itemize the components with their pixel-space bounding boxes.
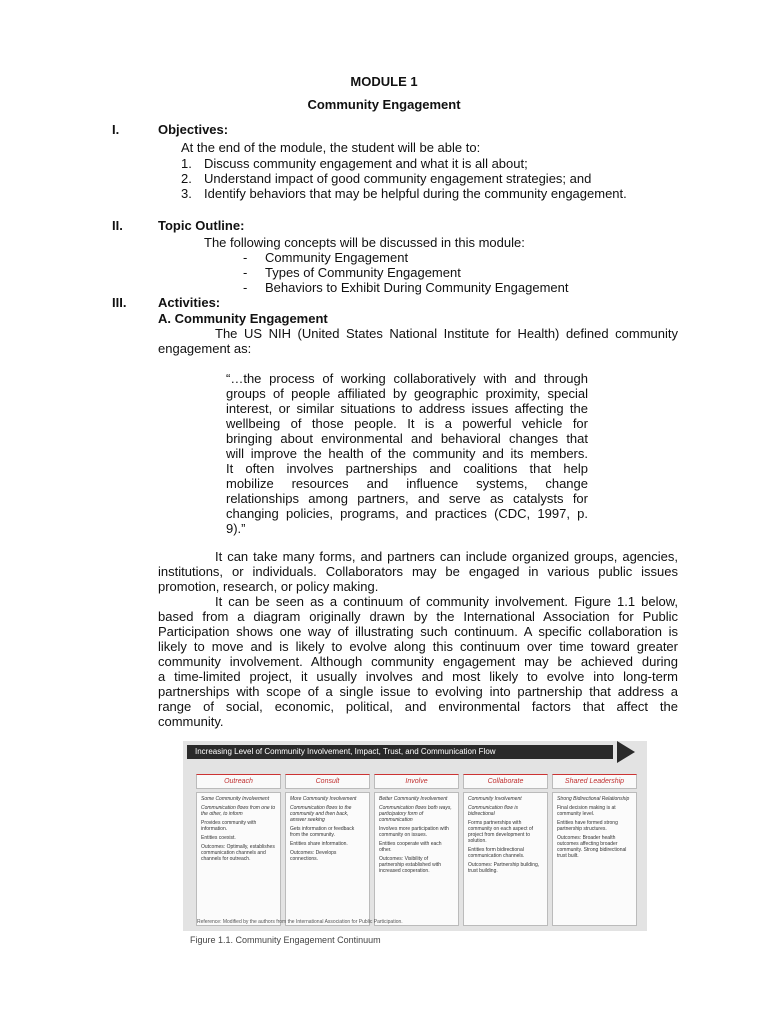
topic-intro: The following concepts will be discussed in this module:	[204, 235, 525, 250]
column-item: Entities have formed strong partnership structures.	[557, 820, 618, 832]
column-heading: Collaborate	[463, 774, 548, 789]
objective-num: 2.	[181, 171, 192, 186]
paragraph-line: Participation shows one way of illustrating such continuum. A specific collaboration is	[158, 624, 678, 639]
intro-paragraph	[158, 326, 678, 356]
paragraph-line: promotion, research, or policy making.	[158, 579, 379, 594]
section-2-title: Topic Outline:	[158, 218, 245, 233]
column-heading: Involve	[374, 774, 459, 789]
column-item: Involves more participation with community on issues.	[379, 826, 449, 838]
paragraph-continuum	[158, 594, 678, 729]
column-flow: Communication flows both ways, participatory form of communication	[379, 805, 452, 823]
quote-line: will improve the health of the community and its members.	[226, 446, 588, 461]
objective-item: Identify behaviors that may be helpful during the community engagement.	[204, 186, 627, 201]
column-item: Outcomes: Partnership building, trust building.	[468, 862, 540, 874]
paragraph-line: partnerships with scope of a single issue to evolving into partnership that address a	[158, 684, 678, 699]
column-relationship: More Community Involvement	[290, 796, 357, 802]
continuum-column-shared-leadership	[552, 774, 637, 926]
figure-reference: Reference: Modified by the authors from the International Association for Public Participation.	[197, 919, 403, 925]
paragraph-line: institutions, or individuals. Collaborators may be engaged in various public issues	[158, 564, 678, 579]
engagement-continuum-figure	[183, 741, 647, 931]
column-body	[374, 792, 459, 926]
column-item: Gets information or feedback from the community.	[290, 826, 355, 838]
objective-num: 3.	[181, 186, 192, 201]
subsection-a-title: A. Community Engagement	[158, 311, 328, 326]
column-item: Entities cooperate with each other.	[379, 841, 442, 853]
paragraph-line: community involvement. Although community engagement may be achieved during	[158, 654, 678, 669]
quote-line: relationships among partners, and serve as catalysts for	[226, 491, 588, 506]
topic-dash: -	[243, 280, 248, 295]
paragraph-line: It can take many forms, and partners can include organized groups, agencies,	[215, 549, 678, 564]
column-item: Forms partnerships with community on each aspect of project from development to solution.	[468, 820, 534, 844]
quote-line: interest, or similar situations to address issues affecting the	[226, 401, 588, 416]
column-item: Outcomes: Optimally, establishes communication channels and channels for outreach.	[201, 844, 275, 862]
topic-dash: -	[243, 265, 248, 280]
continuum-column-outreach	[196, 774, 281, 926]
paragraph-line: community.	[158, 714, 224, 729]
quote-line: mobilize resources and influence systems, change	[226, 476, 588, 491]
quote-line: 9).”	[226, 521, 246, 536]
column-relationship: Community Involvement	[468, 796, 522, 802]
column-heading: Outreach	[196, 774, 281, 789]
continuum-column-consult	[285, 774, 370, 926]
paragraph-line: based from a diagram originally drawn by the International Association for Public	[158, 609, 678, 624]
column-item: Entities form bidirectional communication channels.	[468, 847, 525, 859]
figure-caption: Figure 1.1. Community Engagement Continuum	[190, 935, 381, 945]
column-flow: Communication flows from one to the other, to inform	[201, 805, 276, 817]
column-item: Entities share information.	[290, 841, 348, 847]
section-2-number: II.	[112, 218, 123, 233]
column-body	[552, 792, 637, 926]
quote-line: bringing about environmental and behavioral changes that	[226, 431, 588, 446]
paragraph-line: a time-limited project, it usually involves and most likely to evolve into long-term	[158, 669, 678, 684]
column-item: Outcomes: Develops connections.	[290, 850, 337, 862]
section-3-number: III.	[112, 295, 127, 310]
module-subtitle: Community Engagement	[307, 97, 461, 112]
quote-line: “…the process of working collaboratively with and through	[226, 371, 588, 386]
section-1-title: Objectives:	[158, 122, 229, 137]
objective-item: Understand impact of good community engagement strategies; and	[204, 171, 592, 186]
column-item: Final decision making is at community level.	[557, 805, 616, 817]
objective-num: 1.	[181, 156, 192, 171]
paragraph-line: engagement as:	[158, 341, 252, 356]
quote-line: groups of people affiliated by geographic proximity, special	[226, 386, 588, 401]
paragraph-line: The US NIH (United States National Institute for Health) defined community	[215, 326, 678, 341]
paragraph-line: likely to move and is likely to evolve along this continuum over time toward greater	[158, 639, 678, 654]
column-flow: Communication flow is bidirectional	[468, 805, 519, 817]
column-relationship: Strong Bidirectional Relationship	[557, 796, 630, 802]
column-body	[285, 792, 370, 926]
topic-item: Behaviors to Exhibit During Community Engagement	[265, 280, 569, 295]
column-body	[463, 792, 548, 926]
column-item: Outcomes: Broader health outcomes affecting broader community. Strong bidirectional trust built.	[557, 835, 627, 859]
column-item: Entities coexist.	[201, 835, 236, 841]
column-relationship: Better Community Involvement	[379, 796, 448, 802]
column-heading: Consult	[285, 774, 370, 789]
continuum-column-collaborate	[463, 774, 548, 926]
column-heading: Shared Leadership	[552, 774, 637, 789]
quote-line: It often involves partnerships and coalitions that help	[226, 461, 588, 476]
paragraph-forms	[158, 549, 678, 594]
continuum-column-involve	[374, 774, 459, 926]
topic-dash: -	[243, 250, 248, 265]
column-item: Outcomes: Visibility of partnership established with increased cooperation.	[379, 856, 441, 874]
nih-quote	[226, 371, 588, 536]
column-flow: Communication flows to the community and then back, answer seeking	[290, 805, 352, 823]
figure-banner: Increasing Level of Community Involvement, Impact, Trust, and Communication Flow	[195, 747, 496, 756]
objectives-intro: At the end of the module, the student will be able to:	[181, 140, 481, 155]
column-body	[196, 792, 281, 926]
topic-item: Community Engagement	[265, 250, 409, 265]
section-3-title: Activities:	[158, 295, 221, 310]
objective-item: Discuss community engagement and what it is all about;	[204, 156, 528, 171]
topic-item: Types of Community Engagement	[265, 265, 461, 280]
quote-line: changing policies, programs, and practices (CDC, 1997, p.	[226, 506, 588, 521]
column-relationship: Some Community Involvement	[201, 796, 270, 802]
paragraph-line: It can be seen as a continuum of community involvement. Figure 1.1 below,	[215, 594, 678, 609]
module-title: MODULE 1	[350, 74, 418, 89]
quote-line: wellbeing of those people. It is a powerful vehicle for	[226, 416, 588, 431]
arrow-head-icon	[617, 741, 635, 763]
column-item: Provides community with information.	[201, 820, 257, 832]
paragraph-line: range of social, economic, political, and environmental factors that affect the	[158, 699, 678, 714]
section-1-number: I.	[112, 122, 120, 137]
